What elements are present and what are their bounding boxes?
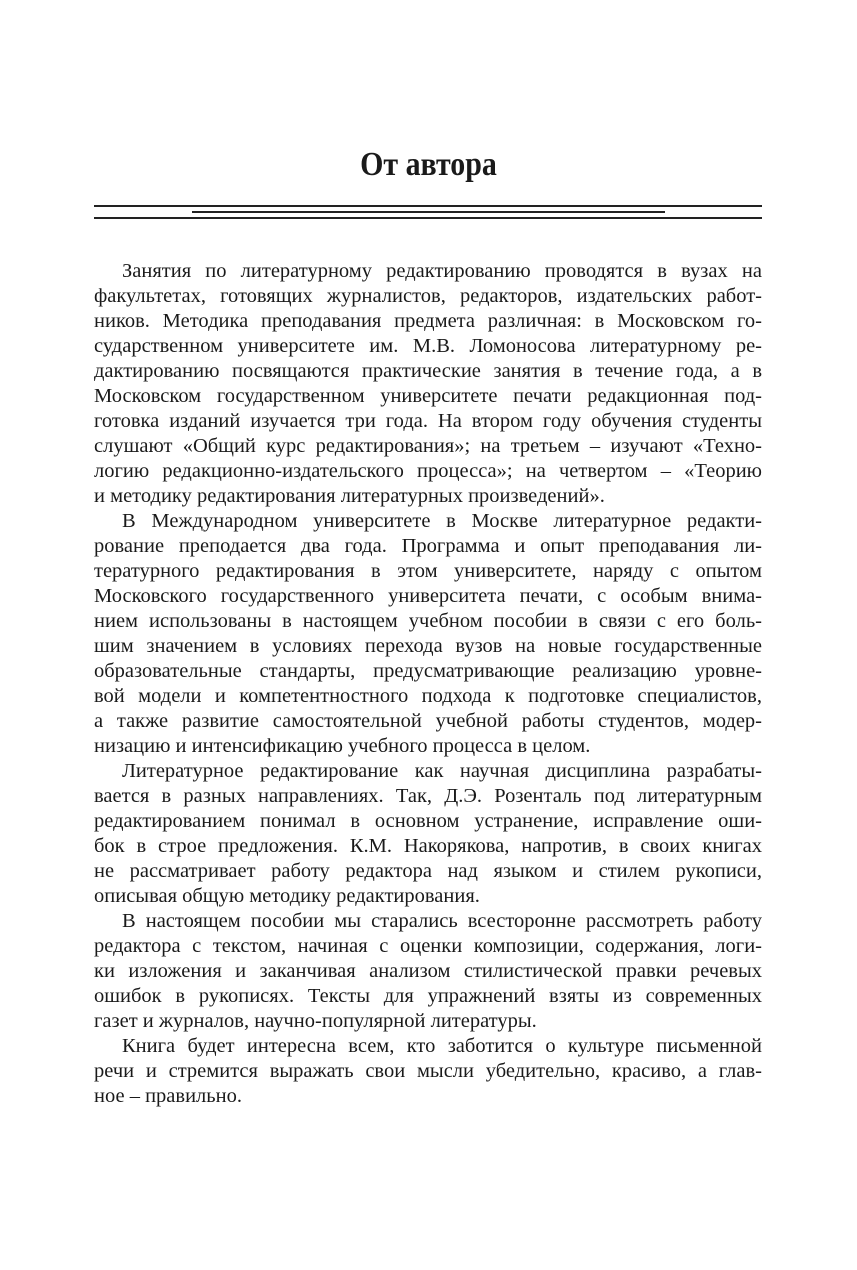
body-text: [94, 259, 762, 1109]
text-line: низацию и интенсификацию учебного процесса в целом.: [94, 735, 591, 757]
text-line: логию редакционно-издательского процесса»; на четвертом – «Теорию: [94, 460, 762, 482]
text-line: не рассматривает работу редактора над языком и стилем рукописи,: [94, 860, 762, 882]
text-line: редактированием понимал в основном устранение, исправление оши-: [94, 810, 762, 832]
text-line: бок в строе предложения. К.М. Накорякова, напротив, в своих книгах: [94, 835, 762, 857]
text-line: ошибок в рукописях. Тексты для упражнений взяты из современных: [94, 985, 762, 1007]
text-line: и методику редактирования литературных произведений».: [94, 485, 605, 507]
paragraph: [94, 759, 762, 909]
title-rule-middle: [192, 211, 665, 213]
paragraph: [94, 909, 762, 1034]
text-line: нием использованы в настоящем учебном пособии в связи с его боль-: [94, 610, 762, 632]
paragraph: [94, 509, 762, 759]
text-line: Книга будет интересна всем, кто заботится о культуре письменной: [122, 1035, 762, 1057]
text-line: сударственном университете им. М.В. Ломоносова литературному ре-: [94, 335, 762, 357]
paragraph: [94, 259, 762, 509]
text-line: образовательные стандарты, предусматривающие реализацию уровне-: [94, 660, 762, 682]
text-line: Московского государственного университета печати, с особым внима-: [94, 585, 762, 607]
text-line: готовка изданий изучается три года. На втором году обучения студенты: [94, 410, 762, 432]
text-line: факультетах, готовящих журналистов, редакторов, издательских работ-: [94, 285, 762, 307]
page-title: От автора: [360, 146, 497, 183]
text-line: рование преподается два года. Программа и опыт преподавания ли-: [94, 535, 762, 557]
text-line: тературного редактирования в этом университете, наряду с опытом: [94, 560, 762, 582]
text-line: дактированию посвящаются практические занятия в течение года, а в: [94, 360, 762, 382]
text-line: шим значением в условиях перехода вузов на новые государственные: [94, 635, 762, 657]
text-line: Литературное редактирование как научная дисциплина разрабаты-: [122, 760, 762, 782]
text-line: газет и журналов, научно-популярной литературы.: [94, 1010, 537, 1032]
text-line: речи и стремится выражать свои мысли убедительно, красиво, а глав-: [94, 1060, 762, 1082]
text-line: Московском государственном университете печати редакционная под-: [94, 385, 762, 407]
text-line: описывая общую методику редактирования.: [94, 885, 480, 907]
text-line: ки изложения и заканчивая анализом стилистической правки речевых: [94, 960, 762, 982]
text-line: ников. Методика преподавания предмета различная: в Московском го-: [94, 310, 762, 332]
text-line: ное – правильно.: [94, 1085, 242, 1107]
text-line: В Международном университете в Москве литературное редакти-: [122, 510, 762, 532]
title-rule-top: [94, 205, 762, 207]
text-line: редактора с текстом, начиная с оценки композиции, содержания, логи-: [94, 935, 762, 957]
text-line: вой модели и компетентностного подхода к подготовке специалистов,: [94, 685, 762, 707]
text-line: В настоящем пособии мы старались всесторонне рассмотреть работу: [122, 910, 762, 932]
paragraph: [94, 1034, 762, 1109]
title-rule-bottom: [94, 217, 762, 219]
text-line: а также развитие самостоятельной учебной работы студентов, модер-: [94, 710, 762, 732]
text-line: Занятия по литературному редактированию проводятся в вузах на: [122, 260, 762, 282]
text-line: вается в разных направлениях. Так, Д.Э. Розенталь под литературным: [94, 785, 762, 807]
text-line: слушают «Общий курс редактирования»; на третьем – изучают «Техно-: [94, 435, 762, 457]
